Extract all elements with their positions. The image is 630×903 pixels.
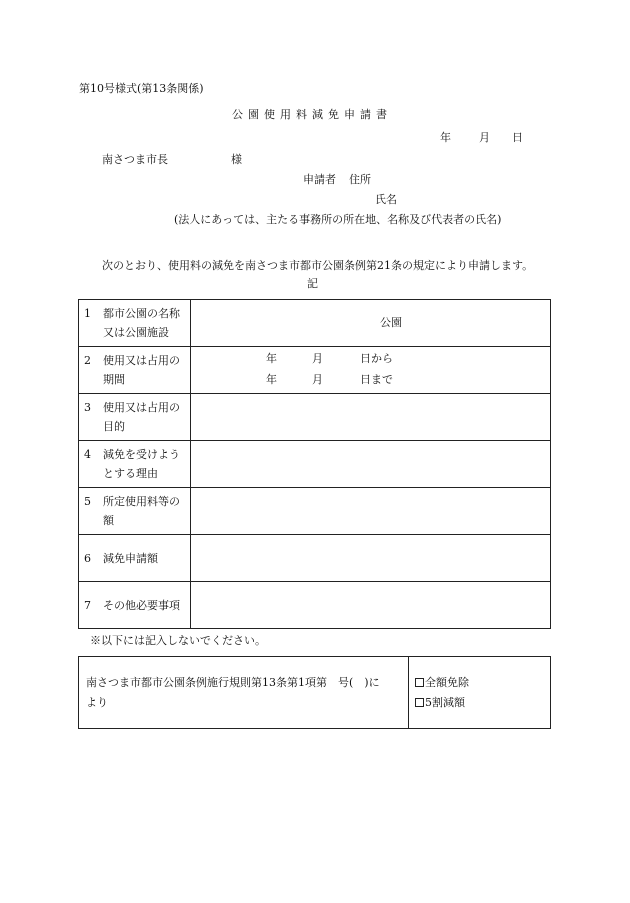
date-year-label: 年	[440, 131, 451, 144]
date-day-label: 日	[512, 131, 523, 144]
period-to-month: 月	[312, 373, 323, 386]
row-label	[79, 535, 191, 582]
table-row	[79, 347, 551, 394]
table-row	[79, 535, 551, 582]
table-row	[79, 441, 551, 488]
ki-label: 記	[307, 277, 318, 290]
honorific: 様	[231, 153, 242, 166]
row-number: 6	[84, 551, 91, 565]
option-full-exemption[interactable]	[410, 673, 549, 693]
period-to-year: 年	[266, 373, 277, 386]
row-label	[79, 300, 191, 347]
checkbox-icon[interactable]	[415, 678, 424, 687]
table-row	[79, 300, 551, 347]
corporate-note: (法人にあっては、主たる事務所の所在地、名称及び代表者の氏名)	[174, 213, 502, 226]
table-row	[79, 657, 551, 729]
row-label	[79, 488, 191, 535]
period-from-year: 年	[266, 352, 277, 365]
application-statement: 次のとおり、使用料の減免を南さつま市都市公園条例第21条の規定により申請します。	[102, 259, 534, 272]
row-number: 3	[84, 401, 91, 414]
checkbox-icon[interactable]	[415, 698, 424, 707]
period-from-month: 月	[312, 352, 323, 365]
row-label-text: その他必要事項	[103, 598, 180, 612]
table-row	[79, 488, 551, 535]
option-label: 全額免除	[425, 675, 469, 689]
row-label	[79, 582, 191, 629]
office-use-table	[78, 656, 551, 729]
form-title: 公園使用料減免申請書	[232, 108, 392, 121]
period-to-day: 日まで	[360, 373, 393, 386]
form-number: 第10号様式(第13条関係)	[79, 82, 204, 95]
fee-amount-field[interactable]	[191, 488, 551, 535]
row-number: 7	[84, 598, 91, 612]
row-label-text: 都市公園の名称 又は公園施設	[103, 307, 180, 339]
park-value: 公園	[380, 316, 402, 329]
addressee: 南さつま市長	[102, 153, 168, 166]
other-matters-field[interactable]	[191, 582, 551, 629]
table-row	[79, 394, 551, 441]
reason-field[interactable]	[191, 441, 551, 488]
row-label-text: 使用又は占用の 目的	[103, 401, 180, 433]
table-row	[79, 582, 551, 629]
row-number: 5	[84, 495, 91, 508]
reduction-amount-field[interactable]	[191, 535, 551, 582]
applicant-label: 申請者	[303, 173, 336, 186]
row-label-text: 減免を受けよう とする理由	[103, 448, 180, 480]
purpose-field[interactable]	[191, 394, 551, 441]
row-label-text: 減免申請額	[103, 551, 158, 565]
row-number: 2	[84, 354, 91, 367]
date-month-label: 月	[479, 131, 490, 144]
row-label	[79, 394, 191, 441]
row-label	[79, 347, 191, 394]
row-label	[79, 441, 191, 488]
row-label-text: 所定使用料等の 額	[103, 495, 180, 527]
option-label: 5割減額	[425, 695, 465, 709]
application-table	[78, 299, 551, 629]
regulation-cell	[79, 657, 409, 729]
name-label: 氏名	[375, 193, 397, 206]
row-label-text: 使用又は占用の 期間	[103, 354, 180, 386]
period-from-day: 日から	[360, 352, 393, 365]
option-half-reduction[interactable]	[410, 693, 549, 713]
period-field[interactable]	[191, 347, 551, 394]
row-number: 4	[84, 448, 91, 461]
address-label: 住所	[349, 173, 371, 186]
decision-cell	[409, 657, 551, 729]
office-use-note: ※以下には記入しないでください。	[90, 634, 266, 647]
regulation-text: 南さつま市都市公園条例施行規則第13条第1項第 号( )に より	[86, 675, 380, 709]
row-number: 1	[84, 307, 91, 320]
park-name-field[interactable]	[191, 300, 551, 347]
